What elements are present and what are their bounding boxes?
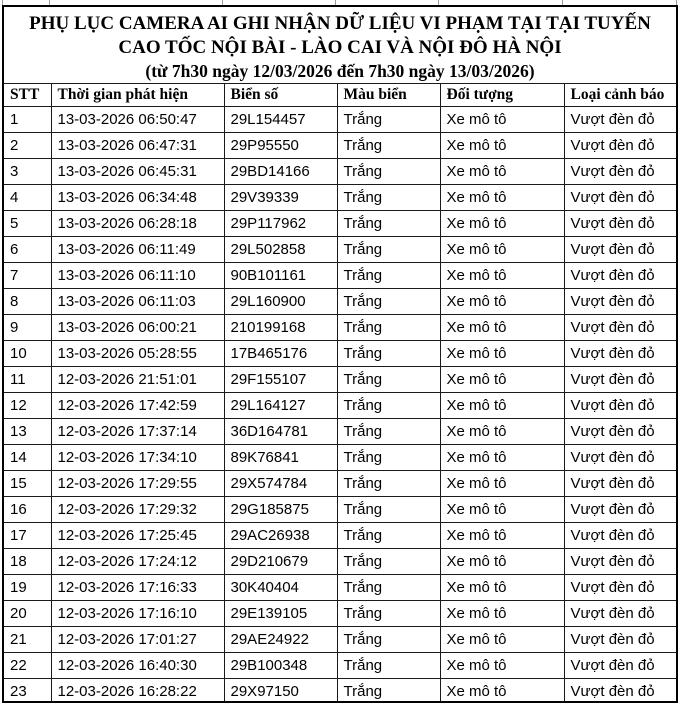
cell-stt: 22: [4, 653, 51, 679]
cell-time: 13-03-2026 06:34:48: [51, 185, 224, 211]
cell-plate: 29G185875: [224, 497, 337, 523]
column-header-plate: Biển số: [224, 84, 337, 107]
cell-time: 12-03-2026 17:01:27: [51, 627, 224, 653]
cell-warning: Vượt đèn đỏ: [564, 237, 678, 263]
cell-object: Xe mô tô: [440, 445, 564, 471]
cell-warning: Vượt đèn đỏ: [564, 393, 678, 419]
cell-warning: Vượt đèn đỏ: [564, 211, 678, 237]
cell-plate: 29BD14166: [224, 159, 337, 185]
column-header-stt: STT: [4, 84, 51, 107]
cell-warning: Vượt đèn đỏ: [564, 549, 678, 575]
cell-color: Trắng: [337, 471, 440, 497]
cell-warning: Vượt đèn đỏ: [564, 601, 678, 627]
cell-warning: Vượt đèn đỏ: [564, 185, 678, 211]
cell-stt: 19: [4, 575, 51, 601]
cell-plate: 17B465176: [224, 341, 337, 367]
cell-stt: 21: [4, 627, 51, 653]
cell-warning: Vượt đèn đỏ: [564, 653, 678, 679]
cell-color: Trắng: [337, 341, 440, 367]
table-row: [4, 653, 678, 679]
cell-color: Trắng: [337, 367, 440, 393]
cell-time: 13-03-2026 06:11:10: [51, 263, 224, 289]
cell-time: 12-03-2026 17:37:14: [51, 419, 224, 445]
cell-plate: 29B100348: [224, 653, 337, 679]
cell-plate: 29X574784: [224, 471, 337, 497]
violations-table: [4, 83, 678, 703]
cell-warning: Vượt đèn đỏ: [564, 107, 678, 133]
cell-plate: 29L164127: [224, 393, 337, 419]
cell-object: Xe mô tô: [440, 627, 564, 653]
cell-time: 13-03-2026 06:50:47: [51, 107, 224, 133]
cell-stt: 18: [4, 549, 51, 575]
cell-object: Xe mô tô: [440, 211, 564, 237]
violation-report: [2, 5, 678, 703]
cell-color: Trắng: [337, 497, 440, 523]
cell-object: Xe mô tô: [440, 237, 564, 263]
cell-object: Xe mô tô: [440, 679, 564, 704]
cell-plate: 210199168: [224, 315, 337, 341]
report-title: [4, 7, 676, 83]
cell-plate: 89K76841: [224, 445, 337, 471]
cell-object: Xe mô tô: [440, 133, 564, 159]
cell-time: 13-03-2026 05:28:55: [51, 341, 224, 367]
cell-object: Xe mô tô: [440, 653, 564, 679]
table-body: [4, 107, 678, 704]
cell-stt: 17: [4, 523, 51, 549]
title-line-3: (từ 7h30 ngày 12/03/2026 đến 7h30 ngày 13/03/2026): [145, 61, 535, 81]
cell-plate: 29E139105: [224, 601, 337, 627]
cell-object: Xe mô tô: [440, 419, 564, 445]
cell-color: Trắng: [337, 133, 440, 159]
cell-time: 12-03-2026 16:28:22: [51, 679, 224, 704]
cell-object: Xe mô tô: [440, 263, 564, 289]
cell-stt: 11: [4, 367, 51, 393]
cell-object: Xe mô tô: [440, 159, 564, 185]
cell-plate: 29F155107: [224, 367, 337, 393]
table-row: [4, 445, 678, 471]
cell-warning: Vượt đèn đỏ: [564, 679, 678, 704]
cell-warning: Vượt đèn đỏ: [564, 159, 678, 185]
title-line-2: CAO TỐC NỘI BÀI - LÀO CAI VÀ NỘI ĐÔ HÀ NỘI: [118, 37, 562, 58]
cell-object: Xe mô tô: [440, 289, 564, 315]
title-line-1: PHỤ LỤC CAMERA AI GHI NHẬN DỮ LIỆU VI PHẠM TẠI TẠI TUYẾN: [29, 13, 651, 34]
cell-object: Xe mô tô: [440, 523, 564, 549]
cell-color: Trắng: [337, 237, 440, 263]
table-row: [4, 497, 678, 523]
table-row: [4, 263, 678, 289]
cell-color: Trắng: [337, 419, 440, 445]
cell-color: Trắng: [337, 289, 440, 315]
cell-time: 13-03-2026 06:45:31: [51, 159, 224, 185]
cell-warning: Vượt đèn đỏ: [564, 445, 678, 471]
cell-warning: Vượt đèn đỏ: [564, 315, 678, 341]
cell-stt: 12: [4, 393, 51, 419]
cell-time: 12-03-2026 21:51:01: [51, 367, 224, 393]
cell-time: 13-03-2026 06:28:18: [51, 211, 224, 237]
cell-object: Xe mô tô: [440, 393, 564, 419]
cell-color: Trắng: [337, 211, 440, 237]
cell-stt: 16: [4, 497, 51, 523]
cell-stt: 1: [4, 107, 51, 133]
cell-warning: Vượt đèn đỏ: [564, 133, 678, 159]
cell-stt: 6: [4, 237, 51, 263]
cell-color: Trắng: [337, 575, 440, 601]
cell-color: Trắng: [337, 627, 440, 653]
cell-plate: 29AC26938: [224, 523, 337, 549]
cell-color: Trắng: [337, 393, 440, 419]
table-row: [4, 367, 678, 393]
table-row: [4, 601, 678, 627]
table-row: [4, 289, 678, 315]
cell-stt: 10: [4, 341, 51, 367]
cell-time: 12-03-2026 16:40:30: [51, 653, 224, 679]
cell-plate: 90B101161: [224, 263, 337, 289]
cell-time: 13-03-2026 06:00:21: [51, 315, 224, 341]
cell-color: Trắng: [337, 653, 440, 679]
cell-plate: 29P117962: [224, 211, 337, 237]
cell-time: 12-03-2026 17:16:10: [51, 601, 224, 627]
cell-stt: 15: [4, 471, 51, 497]
cell-stt: 14: [4, 445, 51, 471]
cell-time: 13-03-2026 06:11:49: [51, 237, 224, 263]
table-header: [4, 84, 678, 107]
cell-warning: Vượt đèn đỏ: [564, 341, 678, 367]
cell-stt: 5: [4, 211, 51, 237]
cell-stt: 13: [4, 419, 51, 445]
table-row: [4, 159, 678, 185]
cell-stt: 3: [4, 159, 51, 185]
cell-color: Trắng: [337, 601, 440, 627]
cell-color: Trắng: [337, 523, 440, 549]
cell-color: Trắng: [337, 315, 440, 341]
table-row: [4, 679, 678, 704]
table-row: [4, 575, 678, 601]
cell-warning: Vượt đèn đỏ: [564, 497, 678, 523]
cell-warning: Vượt đèn đỏ: [564, 263, 678, 289]
cell-warning: Vượt đèn đỏ: [564, 471, 678, 497]
header-row: [4, 84, 678, 107]
cell-object: Xe mô tô: [440, 471, 564, 497]
cell-color: Trắng: [337, 445, 440, 471]
cell-time: 12-03-2026 17:24:12: [51, 549, 224, 575]
cell-time: 12-03-2026 17:25:45: [51, 523, 224, 549]
table-row: [4, 185, 678, 211]
table-row: [4, 523, 678, 549]
cell-plate: 29AE24922: [224, 627, 337, 653]
table-row: [4, 471, 678, 497]
column-header-object: Đối tượng: [440, 84, 564, 107]
table-row: [4, 315, 678, 341]
cell-plate: 30K40404: [224, 575, 337, 601]
cell-plate: 29X97150: [224, 679, 337, 704]
cell-color: Trắng: [337, 185, 440, 211]
column-header-time: Thời gian phát hiện: [51, 84, 224, 107]
column-header-color: Màu biển: [337, 84, 440, 107]
cell-plate: 36D164781: [224, 419, 337, 445]
cell-time: 12-03-2026 17:42:59: [51, 393, 224, 419]
table-row: [4, 107, 678, 133]
cell-warning: Vượt đèn đỏ: [564, 523, 678, 549]
cell-time: 12-03-2026 17:16:33: [51, 575, 224, 601]
cell-stt: 8: [4, 289, 51, 315]
cell-warning: Vượt đèn đỏ: [564, 575, 678, 601]
cell-warning: Vượt đèn đỏ: [564, 627, 678, 653]
cell-object: Xe mô tô: [440, 185, 564, 211]
cell-object: Xe mô tô: [440, 107, 564, 133]
cell-object: Xe mô tô: [440, 575, 564, 601]
cell-stt: 20: [4, 601, 51, 627]
table-row: [4, 627, 678, 653]
cell-warning: Vượt đèn đỏ: [564, 289, 678, 315]
cell-color: Trắng: [337, 263, 440, 289]
cell-time: 13-03-2026 06:47:31: [51, 133, 224, 159]
cell-object: Xe mô tô: [440, 497, 564, 523]
column-header-warning: Loại cảnh báo: [564, 84, 678, 107]
cell-plate: 29V39339: [224, 185, 337, 211]
cell-object: Xe mô tô: [440, 341, 564, 367]
cell-color: Trắng: [337, 679, 440, 704]
cell-stt: 23: [4, 679, 51, 704]
table-row: [4, 419, 678, 445]
table-row: [4, 211, 678, 237]
cell-object: Xe mô tô: [440, 601, 564, 627]
cell-time: 13-03-2026 06:11:03: [51, 289, 224, 315]
cell-time: 12-03-2026 17:29:32: [51, 497, 224, 523]
cell-stt: 2: [4, 133, 51, 159]
cell-plate: 29L502858: [224, 237, 337, 263]
cell-plate: 29L154457: [224, 107, 337, 133]
cell-stt: 7: [4, 263, 51, 289]
cell-time: 12-03-2026 17:29:55: [51, 471, 224, 497]
cell-object: Xe mô tô: [440, 315, 564, 341]
table-row: [4, 341, 678, 367]
cell-stt: 4: [4, 185, 51, 211]
cell-warning: Vượt đèn đỏ: [564, 367, 678, 393]
cell-color: Trắng: [337, 159, 440, 185]
cell-color: Trắng: [337, 549, 440, 575]
cell-color: Trắng: [337, 107, 440, 133]
cell-object: Xe mô tô: [440, 549, 564, 575]
cell-warning: Vượt đèn đỏ: [564, 419, 678, 445]
cell-stt: 9: [4, 315, 51, 341]
cell-plate: 29L160900: [224, 289, 337, 315]
table-row: [4, 237, 678, 263]
cell-plate: 29P95550: [224, 133, 337, 159]
table-row: [4, 549, 678, 575]
cell-time: 12-03-2026 17:34:10: [51, 445, 224, 471]
table-row: [4, 393, 678, 419]
table-row: [4, 133, 678, 159]
cell-object: Xe mô tô: [440, 367, 564, 393]
cell-plate: 29D210679: [224, 549, 337, 575]
